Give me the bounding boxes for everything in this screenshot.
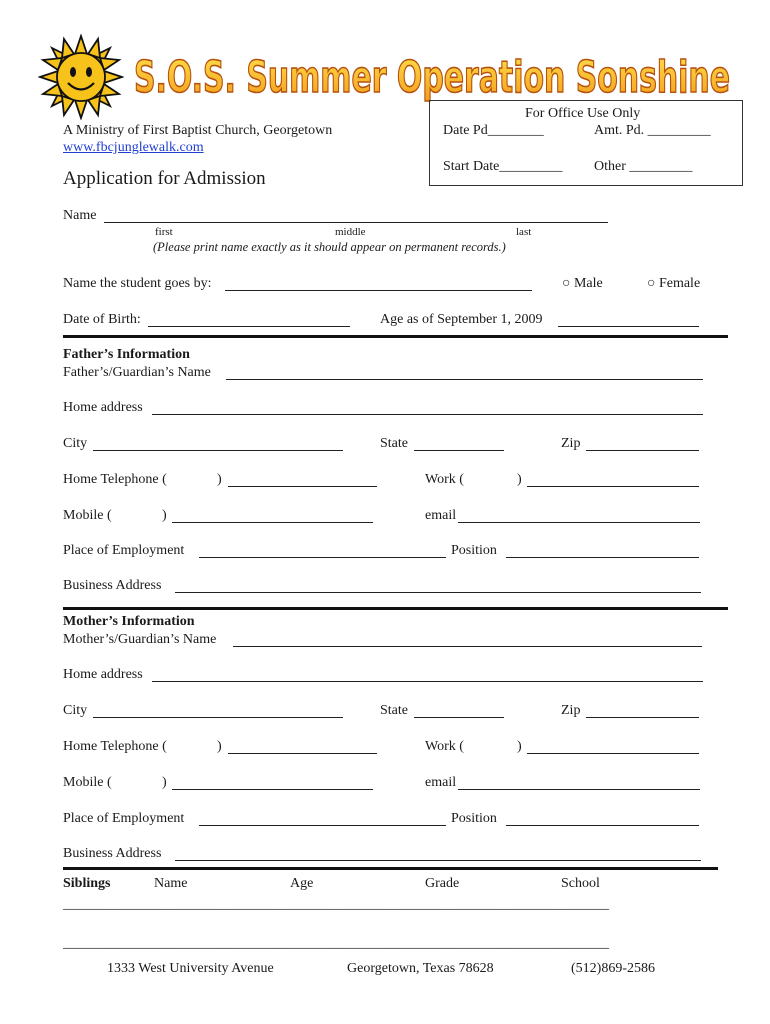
name-input-line[interactable] <box>104 222 608 223</box>
mother-email-label: email <box>425 775 457 790</box>
print-note: (Please print name exactly as it should appear on permanent records.) <box>153 240 506 254</box>
father-zip-label: Zip <box>561 436 581 451</box>
mother-email-input[interactable] <box>458 789 700 790</box>
father-city-label: City <box>63 436 88 451</box>
first-name-caption: first <box>155 226 173 238</box>
siblings-age-header: Age <box>290 876 314 891</box>
middle-name-caption: middle <box>335 226 366 238</box>
father-mobile-label: Mobile ( <box>63 508 112 523</box>
mother-mobile-label: Mobile ( <box>63 775 112 790</box>
female-radio[interactable]: ○ Female <box>647 276 701 291</box>
office-heading: For Office Use Only <box>525 106 641 121</box>
mother-employment-label: Place of Employment <box>63 811 185 826</box>
age-label: Age as of September 1, 2009 <box>380 312 543 327</box>
mother-zip-input[interactable] <box>586 717 699 718</box>
father-zip-input[interactable] <box>586 450 699 451</box>
mother-city-label: City <box>63 703 88 718</box>
mother-mobile-close: ) <box>162 775 167 790</box>
mother-home-tel-close: ) <box>217 739 222 754</box>
goes-by-label: Name the student goes by: <box>63 276 212 291</box>
mother-zip-label: Zip <box>561 703 581 718</box>
office-date-paid: Date Pd________ <box>443 123 544 138</box>
father-state-label: State <box>380 436 408 451</box>
mother-guardian-input[interactable] <box>233 646 702 647</box>
mother-guardian-label: Mother’s/Guardian’s Name <box>63 632 217 647</box>
siblings-school-header: School <box>561 876 600 891</box>
section-divider <box>63 335 728 338</box>
program-logo-title <box>132 38 732 108</box>
father-home-address-input[interactable] <box>152 414 703 415</box>
mother-city-input[interactable] <box>93 717 343 718</box>
father-employment-label: Place of Employment <box>63 543 185 558</box>
father-heading: Father’s Information <box>63 347 190 362</box>
siblings-name-header: Name <box>154 876 188 891</box>
mother-home-address-input[interactable] <box>152 681 703 682</box>
father-mobile-close: ) <box>162 508 167 523</box>
father-home-address-label: Home address <box>63 400 143 415</box>
mother-state-label: State <box>380 703 408 718</box>
office-start-date: Start Date_________ <box>443 159 563 174</box>
father-work-close: ) <box>517 472 522 487</box>
name-label: Name <box>63 208 97 223</box>
age-input-line[interactable] <box>558 326 699 327</box>
ministry-text: A Ministry of First Baptist Church, Georgetown <box>63 123 333 138</box>
section-divider <box>63 607 728 610</box>
mother-mobile-input[interactable] <box>172 789 373 790</box>
male-radio[interactable]: ○ Male <box>562 276 603 291</box>
footer-phone: (512)869-2586 <box>571 961 655 976</box>
father-mobile-input[interactable] <box>172 522 373 523</box>
form-title: Application for Admission <box>63 168 266 189</box>
goes-by-input-line[interactable] <box>225 290 532 291</box>
office-amount-paid: Amt. Pd. _________ <box>594 123 711 138</box>
sun-smiley-icon <box>38 34 124 120</box>
mother-position-input[interactable] <box>506 825 699 826</box>
mother-position-label: Position <box>451 811 497 826</box>
sibling-entry-line-1[interactable]: ______________________________________________________________________________ <box>63 898 609 912</box>
footer-address: 1333 West University Avenue <box>107 961 274 976</box>
section-divider <box>63 867 718 870</box>
father-position-label: Position <box>451 543 497 558</box>
father-work-input[interactable] <box>527 486 699 487</box>
father-email-input[interactable] <box>458 522 700 523</box>
last-name-caption: last <box>516 226 532 238</box>
siblings-label: Siblings <box>63 876 111 891</box>
father-position-input[interactable] <box>506 557 699 558</box>
father-work-label: Work ( <box>425 472 464 487</box>
dob-input-line[interactable] <box>148 326 350 327</box>
father-business-input[interactable] <box>175 592 701 593</box>
mother-heading: Mother’s Information <box>63 614 195 629</box>
footer-city: Georgetown, Texas 78628 <box>347 961 494 976</box>
mother-business-input[interactable] <box>175 860 701 861</box>
mother-home-tel-label: Home Telephone ( <box>63 739 167 754</box>
siblings-grade-header: Grade <box>425 876 460 891</box>
office-other: Other _________ <box>594 159 693 174</box>
website-link[interactable]: www.fbcjunglewalk.com <box>63 140 204 155</box>
mother-home-tel-input[interactable] <box>228 753 377 754</box>
father-home-tel-label: Home Telephone ( <box>63 472 167 487</box>
father-guardian-input[interactable] <box>226 379 703 380</box>
mother-work-input[interactable] <box>527 753 699 754</box>
father-email-label: email <box>425 508 457 523</box>
father-home-tel-close: ) <box>217 472 222 487</box>
mother-business-label: Business Address <box>63 846 162 861</box>
mother-employment-input[interactable] <box>199 825 446 826</box>
dob-label: Date of Birth: <box>63 312 141 327</box>
father-employment-input[interactable] <box>199 557 446 558</box>
mother-state-input[interactable] <box>414 717 504 718</box>
father-city-input[interactable] <box>93 450 343 451</box>
father-business-label: Business Address <box>63 578 162 593</box>
mother-work-label: Work ( <box>425 739 464 754</box>
father-home-tel-input[interactable] <box>228 486 377 487</box>
logo-text: S.O.S. Summer Operation Sonshine <box>134 52 730 103</box>
mother-home-address-label: Home address <box>63 667 143 682</box>
sibling-entry-line-2[interactable]: ______________________________________________________________________________ <box>63 937 609 951</box>
mother-work-close: ) <box>517 739 522 754</box>
father-state-input[interactable] <box>414 450 504 451</box>
father-guardian-label: Father’s/Guardian’s Name <box>63 365 211 380</box>
